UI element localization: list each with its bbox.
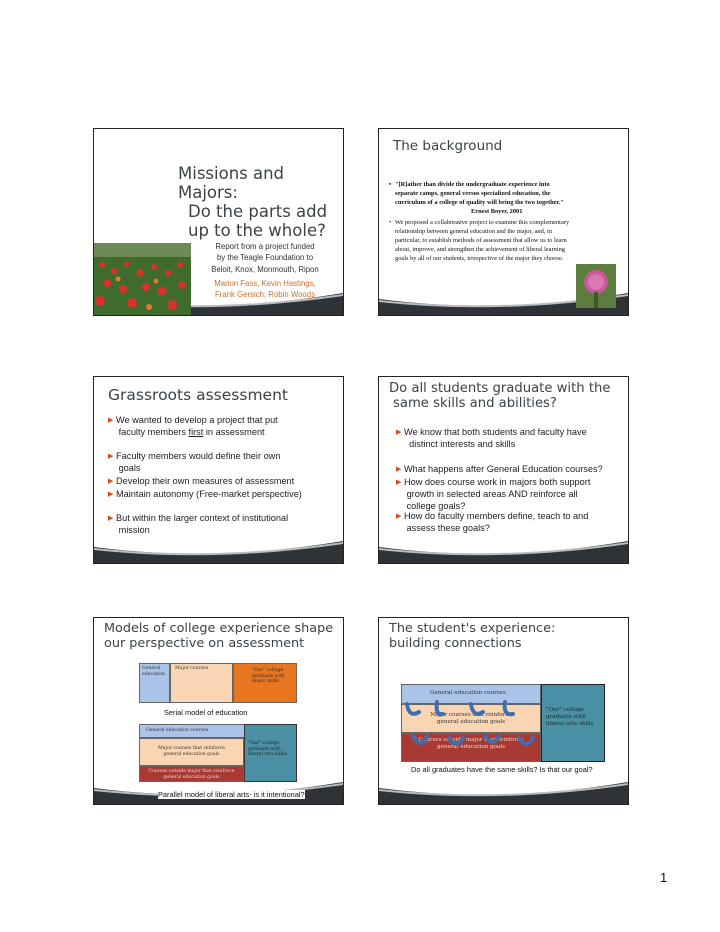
arrow-bullet-icon: ▶ (108, 417, 114, 424)
slide1-title: Missions and Majors: Do the parts add up to the whole? (178, 164, 328, 240)
serial-model-diagram (139, 663, 297, 703)
arrow-bullet-icon: ▶ (396, 466, 402, 473)
bullet-item: ▶ Develop their own measures of assessment (108, 476, 295, 486)
connections-diagram (401, 684, 605, 762)
serial-major-box: Major courses (170, 663, 233, 703)
slide-2 (378, 128, 629, 316)
page-number: 1 (660, 870, 668, 885)
thistle-flower-photo (576, 264, 616, 308)
major-box: Major courses that reinforce general education goals (401, 704, 541, 733)
arrow-bullet-icon: ▶ (396, 513, 402, 520)
slide-5 (93, 617, 344, 805)
serial-model-caption: Serial model of education (164, 708, 248, 717)
slide-6 (378, 617, 629, 805)
arrow-bullet-icon: ▶ (108, 515, 114, 522)
bullet-item: ▶ How do faculty members define, teach to and assess these goals? (396, 511, 589, 533)
parallel-gened-box: General education courses (139, 724, 297, 738)
slide3-title: Grassroots assessment (108, 386, 288, 404)
parallel-outside-box: Courses outside major that reinforce general education goals (139, 766, 244, 782)
bullet-item: ▶ We wanted to develop a project that put faculty members first in assessment (108, 415, 278, 437)
bullet-item: ▶ How does course work in majors both support growth in selected areas AND reinforce all college goals? (396, 477, 591, 511)
graduate-box: "Our" college graduate with liberal arts skills (541, 684, 605, 762)
arrow-bullet-icon: ▶ (108, 453, 114, 460)
connection-arrows-icon (401, 698, 541, 752)
parallel-major-box: Major courses that reinforce general education goals (139, 738, 244, 766)
flower-field-photo (94, 243, 191, 315)
gened-box: General education courses (401, 684, 541, 704)
parallel-model-diagram (139, 724, 297, 782)
serial-graduate-box: "Our" college graduate with major skills (233, 663, 297, 703)
serial-gened-box: General education (139, 663, 170, 703)
slide-4 (378, 376, 629, 564)
outside-box: Courses outside major that reinforce general education goals (401, 733, 541, 762)
bullet-item: ▶ Maintain autonomy (Free-market perspective) (108, 489, 302, 499)
slide2-title: The background (393, 138, 503, 154)
slide-swoosh-decoration (94, 537, 343, 563)
authors: Marion Fass, Kevin Hastings, Frank Gersich, Robin Woods (214, 279, 316, 300)
slide5-title: Models of college experience shape our perspective on assessment (104, 621, 334, 651)
arrow-bullet-icon: ▶ (108, 491, 114, 498)
bullet-item: ▶ What happens after General Education courses? (396, 464, 603, 474)
arrow-bullet-icon: ▶ (396, 479, 402, 486)
bullet-item: ▶ But within the larger context of institutional mission (108, 513, 289, 535)
boyer-quote: • "[R]ather than divide the undergraduate experience into separate camps, general versus specialized education, the curriculum of a college of quality will bring the two together." Ernest Boyer, 2001 (389, 181, 564, 215)
slide4-title: Do all students graduate with the same skills and abilities? (389, 381, 611, 412)
slide-1 (93, 128, 344, 316)
slide-swoosh-decoration (379, 537, 628, 563)
slide-swoosh-decoration (379, 778, 628, 804)
slide6-caption: Do all graduates have the same skills? Is that our goal? (411, 765, 593, 774)
bullet-item: ▶ Faculty members would define their own goals (108, 451, 281, 473)
slide6-title: The student's experience: building connections (389, 621, 556, 651)
bullet-item: ▶ We know that both students and faculty have distinct interests and skills (396, 427, 587, 449)
arrow-bullet-icon: ▶ (396, 429, 402, 436)
project-description: • We proposed a collaborative project to examine this complementary relationship between general education and the major, and, in particular, to establish methods of assessment that allow us to learn about, improve, and strengthen the achievement of liberal learning goals by all of our students, irrespective of the major they choose. (389, 219, 570, 262)
parallel-graduate-box: "Our" college graduate with liberal arts skills (244, 724, 297, 782)
funding-note: Report from a project funded by the Teagle Foundation to Beloit, Knox, Monmouth, Ripon (211, 242, 319, 274)
slide-3 (93, 376, 344, 564)
arrow-bullet-icon: ▶ (108, 478, 114, 485)
parallel-model-caption: Parallel model of liberal arts- is it intentional? (158, 790, 305, 799)
